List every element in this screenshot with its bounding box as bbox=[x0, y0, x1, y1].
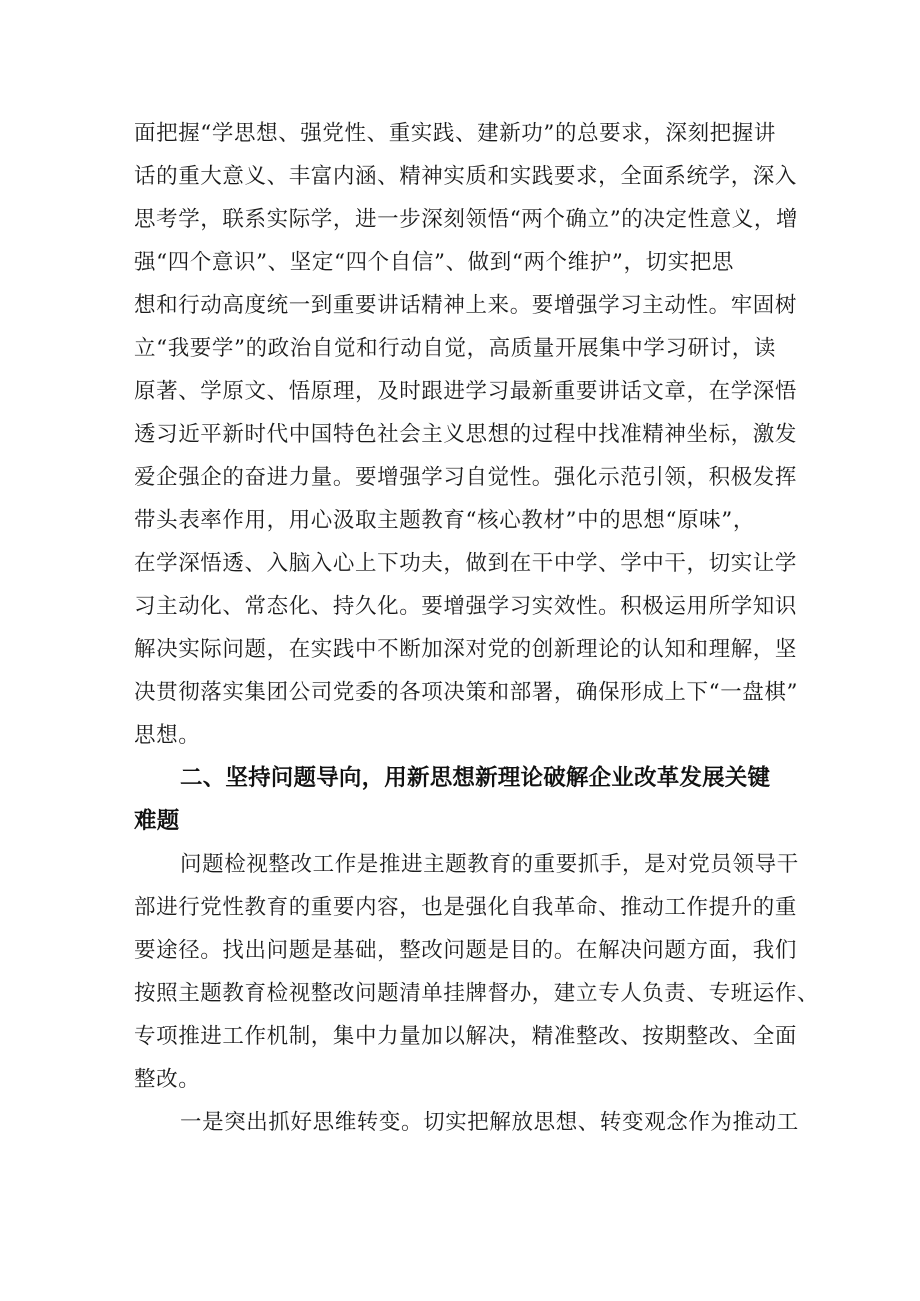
text-line: 透习近平新时代中国特色社会主义思想的过程中找准精神坐标，激发 bbox=[134, 422, 798, 447]
text-line: 按照主题教育检视整改问题清单挂牌督办，建立专人负责、专班运作、 bbox=[134, 981, 820, 1006]
text-line: 原著、学原文、悟原理，及时跟进学习最新重要讲话文章，在学深悟 bbox=[134, 379, 798, 404]
heading-line: 二、坚持问题导向，用新思想新理论破解企业改革发展关键 bbox=[180, 765, 771, 791]
text-line: 思想。 bbox=[134, 723, 201, 748]
text-line: 思考学，联系实际学，进一步深刻领悟“两个确立”的决定性意义，增 bbox=[134, 207, 799, 232]
section-heading bbox=[134, 757, 796, 843]
text-line: 想和行动高度统一到重要讲话精神上来。要增强学习主动性。牢固树 bbox=[134, 293, 798, 318]
text-line: 部进行党性教育的重要内容，也是强化自我革命、推动工作提升的重 bbox=[134, 895, 798, 920]
text-line: 决贯彻落实集团公司党委的各项决策和部署，确保形成上下“一盘棋” bbox=[134, 680, 799, 705]
text-line: 爱企强企的奋进力量。要增强学习自觉性。强化示范引领，积极发挥 bbox=[134, 465, 798, 490]
paragraph-problem-rectification bbox=[134, 843, 820, 1101]
text-line: 立“我要学”的政治自觉和行动自觉，高质量开展集中学习研讨，读 bbox=[134, 336, 776, 361]
text-line: 一是突出抓好思维转变。切实把解放思想、转变观念作为推动工 bbox=[180, 1110, 799, 1135]
text-line: 话的重大意义、丰富内涵、精神实质和实践要求，全面系统学，深入 bbox=[134, 164, 798, 189]
document-body bbox=[134, 112, 820, 1144]
text-line: 面把握“学思想、强党性、重实践、建新功”的总要求，深刻把握讲 bbox=[134, 121, 776, 146]
text-line: 强“四个意识”、坚定“四个自信”、做到“两个维护”，切实把思 bbox=[134, 250, 734, 275]
paragraph-study-requirements bbox=[134, 112, 799, 757]
text-line: 问题检视整改工作是推进主题教育的重要抓手，是对党员领导干 bbox=[180, 852, 799, 877]
text-line: 解决实际问题，在实践中不断加深对党的创新理论的认知和理解，坚 bbox=[134, 637, 798, 662]
text-line: 整改。 bbox=[134, 1067, 201, 1092]
text-line: 要途径。找出问题是基础，整改问题是目的。在解决问题方面，我们 bbox=[134, 938, 798, 963]
text-line: 在学深悟透、入脑入心上下功夫，做到在干中学、学中干，切实让学 bbox=[134, 551, 798, 576]
heading-line: 难题 bbox=[134, 808, 180, 834]
text-line: 带头表率作用，用心汲取主题教育“核心教材”中的思想“原味”， bbox=[134, 508, 755, 533]
paragraph-mindset-change bbox=[134, 1101, 799, 1144]
text-line: 专项推进工作机制，集中力量加以解决，精准整改、按期整改、全面 bbox=[134, 1024, 798, 1049]
text-line: 习主动化、常态化、持久化。要增强学习实效性。积极运用所学知识 bbox=[134, 594, 798, 619]
